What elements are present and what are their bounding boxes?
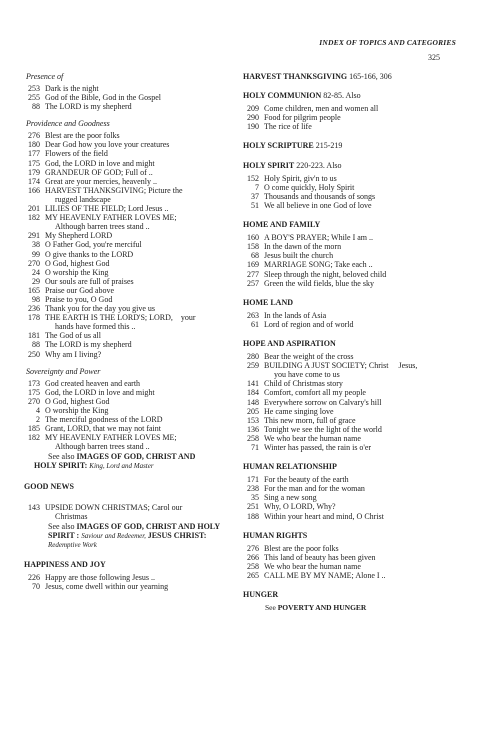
index-entry <box>243 493 458 502</box>
hymn-title: O come quickly, Holy Spirit <box>264 182 355 192</box>
hymn-number: 174 <box>28 176 40 186</box>
hymn-title: Dear God how you love your creatures <box>45 140 170 150</box>
index-entry <box>243 475 458 484</box>
index-entry <box>243 398 458 407</box>
hymn-title: BUILDING A JUST SOCIETY; Christ Jesus, <box>264 361 418 371</box>
hymn-number: 61 <box>251 319 259 329</box>
hymn-number: 88 <box>32 102 40 112</box>
index-entry <box>24 186 236 195</box>
heading-holy-scripture: HOLY SCRIPTURE 215-219 <box>243 141 343 151</box>
index-entry <box>243 251 458 260</box>
hymn-title: We who bear the human name <box>264 561 361 571</box>
index-entry <box>243 484 458 493</box>
hymn-number: 179 <box>28 167 40 177</box>
index-entry <box>243 174 458 183</box>
index-entry <box>243 233 458 242</box>
hymn-title: CALL ME BY MY NAME; Alone I .. <box>264 571 386 581</box>
hymn-number: 35 <box>251 493 259 503</box>
hymn-number: 276 <box>28 131 40 141</box>
see-note: See POVERTY AND HUNGER <box>265 603 367 613</box>
page-number: 325 <box>428 53 440 62</box>
hymn-number: 2 <box>36 415 40 424</box>
index-entry <box>24 304 236 313</box>
hymn-title: In the dawn of the morn <box>264 242 342 252</box>
index-entry <box>243 320 458 329</box>
hymn-title: O Father God, you're merciful <box>45 240 142 250</box>
hymn-number: 238 <box>247 484 259 494</box>
hymn-number: 276 <box>247 543 259 553</box>
hymn-title: Dark is the night <box>45 84 99 93</box>
hymn-title: THE EARTH IS THE LORD'S; LORD, your <box>45 313 196 323</box>
hymn-title: This new morn, full of grace <box>264 415 356 425</box>
hymn-title: Blest are the poor folks <box>45 131 120 141</box>
see-also-note-continued: HOLY SPIRIT: King, Lord and Master <box>34 461 154 471</box>
hymn-number: 251 <box>247 502 259 512</box>
hymn-number: 165 <box>28 285 40 295</box>
hymn-title: We all believe in one God of love <box>264 200 372 210</box>
hymn-title: Sleep through the night, beloved child <box>264 269 387 279</box>
hymn-number: 250 <box>28 349 40 359</box>
hymn-number: 226 <box>28 573 40 583</box>
hymn-number: 4 <box>36 405 40 415</box>
index-entry <box>24 388 236 397</box>
hymn-title: Jesus, come dwell within our yearning <box>45 582 169 592</box>
subheading-sovereignty-power: Sovereignty and Power <box>26 366 101 376</box>
heading-happiness-joy: HAPPINESS AND JOY <box>24 560 106 570</box>
heading-home-land: HOME LAND <box>243 297 293 307</box>
index-entry <box>243 201 458 210</box>
index-entry <box>243 571 458 580</box>
hymn-title: MY HEAVENLY FATHER LOVES ME; <box>45 213 177 223</box>
hymn-title: Thank you for the day you give us <box>45 304 155 314</box>
hymn-number: 258 <box>247 433 259 443</box>
index-entry <box>243 407 458 416</box>
hymn-title: Within your heart and mind, O Christ <box>264 511 384 521</box>
hymn-title: This land of beauty has been given <box>264 552 376 562</box>
see-also-note-continued: Redemptive Work <box>48 541 97 550</box>
heading-human-rights: HUMAN RIGHTS <box>243 530 308 540</box>
hymn-number: 166 <box>28 185 40 195</box>
index-entry <box>243 553 458 562</box>
hymn-title: Comfort, comfort all my people <box>264 388 366 398</box>
hymn-title: O God, highest God <box>45 258 110 268</box>
heading-hunger: HUNGER <box>243 590 279 600</box>
hymn-number: 38 <box>32 240 40 250</box>
hymn-title: The LORD is my shepherd <box>45 340 132 350</box>
hymn-number: 141 <box>247 379 259 389</box>
hymn-number: 188 <box>247 511 259 521</box>
hymn-number: 209 <box>247 104 259 114</box>
index-entry <box>24 177 236 186</box>
hymn-number: 280 <box>247 352 259 362</box>
hymn-title: HARVEST THANKSGIVING; Picture the <box>45 185 183 195</box>
hymn-title: Child of Christmas story <box>264 379 343 389</box>
hymn-number: 37 <box>251 191 259 201</box>
hymn-title: MARRIAGE SONG; Take each .. <box>264 260 373 270</box>
hymn-number: 257 <box>247 278 259 288</box>
heading-holy-communion: HOLY COMMUNION 82-85. Also <box>243 91 361 101</box>
hymn-number: 88 <box>32 340 40 350</box>
index-entry <box>24 379 236 388</box>
running-head: INDEX OF TOPICS AND CATEGORIES <box>319 38 456 47</box>
hymn-number: 270 <box>28 258 40 268</box>
heading-holy-spirit: HOLY SPIRIT 220-223. Also <box>243 160 342 170</box>
index-entry <box>243 416 458 425</box>
hymn-title-continued: you have come to us <box>274 370 340 380</box>
hymn-title-continued: Although barren trees stand .. <box>55 442 150 452</box>
index-entry <box>243 443 458 452</box>
hymn-number: 184 <box>247 388 259 398</box>
hymn-number: 148 <box>247 397 259 407</box>
hymn-title: Tonight we see the light of the world <box>264 424 382 434</box>
hymn-title: Winter has passed, the rain is o'er <box>264 443 372 452</box>
subheading-presence-of: Presence of <box>26 72 64 81</box>
hymn-title: MY HEAVENLY FATHER LOVES ME; <box>45 433 177 443</box>
hymn-title: Jesus built the church <box>264 251 334 261</box>
hymn-title: God, the LORD in love and might <box>45 387 155 397</box>
subheading-providence-goodness: Providence and Goodness <box>26 119 110 129</box>
index-entry <box>24 350 236 359</box>
hymn-number: 180 <box>28 140 40 150</box>
hymn-title: God of the Bible, God in the Gospel <box>45 93 161 103</box>
index-entry <box>24 573 236 582</box>
hymn-number: 70 <box>32 582 40 592</box>
index-entry <box>243 388 458 397</box>
index-entry <box>24 313 236 322</box>
hymn-title: O God, highest God <box>45 396 110 406</box>
hymn-number: 291 <box>28 231 40 241</box>
hymn-title: The rice of life <box>264 122 312 132</box>
hymn-title: Lord of region and of world <box>264 319 354 329</box>
hymn-number: 7 <box>255 182 259 192</box>
hymn-title: Praise our God above <box>45 285 115 295</box>
index-entry <box>24 140 236 149</box>
hymn-title: The LORD is my shepherd <box>45 102 132 112</box>
hymn-number: 182 <box>28 433 40 443</box>
hymn-number: 185 <box>28 424 40 434</box>
hymn-title: My Shepherd LORD <box>45 231 113 241</box>
hymn-title: Great are your mercies, heavenly .. <box>45 176 157 186</box>
hymn-number: 177 <box>28 149 40 159</box>
index-entry <box>243 425 458 434</box>
hymn-title: Why am I living? <box>45 349 102 359</box>
hymn-number: 253 <box>28 84 40 93</box>
index-entry <box>24 84 236 93</box>
index-entry <box>24 268 236 277</box>
hymn-title: Bear the weight of the cross <box>264 352 354 362</box>
right-column <box>243 72 458 612</box>
hymn-title: Food for pilgrim people <box>264 113 341 123</box>
see-also-note: See also IMAGES OF GOD, CHRIST AND <box>48 452 196 462</box>
hymn-number: 158 <box>247 242 259 252</box>
hymn-title: O worship the King <box>45 267 109 277</box>
hymn-title: Flowers of the field <box>45 149 108 159</box>
index-entry <box>243 311 458 320</box>
index-entry <box>24 204 236 213</box>
index-entry <box>24 277 236 286</box>
hymn-number: 255 <box>28 93 40 103</box>
hymn-number: 160 <box>247 233 259 243</box>
hymn-number: 201 <box>28 204 40 214</box>
hymn-number: 153 <box>247 415 259 425</box>
index-entry <box>24 397 236 406</box>
hymn-title: In the lands of Asia <box>264 310 327 320</box>
heading-home-family: HOME AND FAMILY <box>243 220 321 230</box>
hymn-title: We who bear the human name <box>264 433 361 443</box>
hymn-title: Grant, LORD, that we may not faint <box>45 424 161 434</box>
index-entry <box>24 240 236 249</box>
index-entry <box>24 406 236 415</box>
heading-human-relationship: HUMAN RELATIONSHIP <box>243 462 337 472</box>
index-entry <box>243 379 458 388</box>
hymn-number: 259 <box>247 361 259 371</box>
index-entry <box>243 260 458 269</box>
hymn-title: GRANDEUR OF GOD; Full of .. <box>45 167 153 177</box>
hymn-number: 205 <box>247 406 259 416</box>
hymn-number: 175 <box>28 387 40 397</box>
hymn-title: Everywhere sorrow on Calvary's hill <box>264 397 382 407</box>
hymn-number: 169 <box>247 260 259 270</box>
hymn-number: 143 <box>28 502 40 512</box>
index-entry <box>24 433 236 442</box>
hymn-title: A BOY'S PRAYER; While I am .. <box>264 233 374 243</box>
index-entry <box>24 231 236 240</box>
hymn-title: Sing a new song <box>264 493 317 503</box>
hymn-number: 175 <box>28 158 40 168</box>
hymn-title: The God of us all <box>45 331 101 341</box>
hymn-title: LILIES OF THE FIELD; Lord Jesus .. <box>45 204 169 214</box>
index-entry <box>243 512 458 521</box>
index-entry <box>243 270 458 279</box>
index-entry <box>243 113 458 122</box>
index-entry <box>243 122 458 131</box>
hymn-title: O give thanks to the LORD <box>45 249 134 259</box>
index-entry <box>24 340 236 349</box>
index-entry <box>24 424 236 433</box>
hymn-title: God created heaven and earth <box>45 378 141 388</box>
see-also-note-continued: SPIRIT : Saviour and Redeemer, JESUS CHRIST: <box>48 530 207 540</box>
index-entry <box>243 361 458 370</box>
heading-good-news: GOOD NEWS <box>24 481 75 491</box>
hymn-title: Happy are those following Jesus .. <box>45 573 155 583</box>
hymn-number: 190 <box>247 122 259 132</box>
hymn-title: Praise to you, O God <box>45 294 113 304</box>
heading-hope-aspiration: HOPE AND ASPIRATION <box>243 338 336 348</box>
index-entry <box>24 93 236 102</box>
hymn-number: 51 <box>251 200 259 210</box>
hymn-number: 265 <box>247 571 259 581</box>
hymn-title: Come children, men and women all <box>264 104 379 114</box>
index-entry <box>243 279 458 288</box>
hymn-number: 270 <box>28 396 40 406</box>
hymn-number: 68 <box>251 251 259 261</box>
index-entry <box>24 582 236 591</box>
index-entry <box>24 295 236 304</box>
hymn-title-continued: Although barren trees stand .. <box>55 222 150 232</box>
hymn-number: 29 <box>32 276 40 286</box>
index-entry <box>243 502 458 511</box>
hymn-number: 236 <box>28 304 40 314</box>
index-entry <box>24 331 236 340</box>
hymn-number: 266 <box>247 552 259 562</box>
index-entry <box>24 250 236 259</box>
index-entry <box>24 159 236 168</box>
index-entry <box>24 149 236 158</box>
index-entry <box>24 102 236 111</box>
hymn-number: 98 <box>32 294 40 304</box>
index-entry <box>24 168 236 177</box>
hymn-title: He came singing love <box>264 406 334 416</box>
index-entry <box>243 192 458 201</box>
hymn-number: 173 <box>28 378 40 388</box>
hymn-number: 24 <box>32 267 40 277</box>
hymn-number: 152 <box>247 173 259 183</box>
hymn-title: UPSIDE DOWN CHRISTMAS; Carol our <box>45 502 183 512</box>
index-entry <box>243 562 458 571</box>
hymn-title: O worship the King <box>45 405 109 415</box>
hymn-title: Blest are the poor folks <box>264 543 339 553</box>
index-entry <box>243 104 458 113</box>
hymn-number: 71 <box>251 443 259 452</box>
hymn-title: Holy Spirit, giv'n to us <box>264 173 337 183</box>
hymn-number: 178 <box>28 313 40 323</box>
hymn-number: 290 <box>247 113 259 123</box>
see-also-note: See also IMAGES OF GOD, CHRIST AND HOLY <box>48 521 221 531</box>
hymn-number: 181 <box>28 331 40 341</box>
hymn-title-continued: hands have formed this .. <box>55 322 136 332</box>
hymn-title: Why, O LORD, Why? <box>264 502 336 512</box>
hymn-number: 263 <box>247 310 259 320</box>
hymn-title: Green the wild fields, blue the sky <box>264 278 374 288</box>
index-entry <box>243 242 458 251</box>
hymn-number: 182 <box>28 213 40 223</box>
hymn-title: Our souls are full of praises <box>45 276 134 286</box>
index-entry <box>243 352 458 361</box>
index-entry <box>243 544 458 553</box>
hymn-title: The merciful goodness of the LORD <box>45 415 163 424</box>
hymn-number: 171 <box>247 475 259 485</box>
index-entry <box>243 183 458 192</box>
hymn-number: 277 <box>247 269 259 279</box>
hymn-title: Thousands and thousands of songs <box>264 191 376 201</box>
index-entry <box>24 503 236 512</box>
index-entry <box>24 286 236 295</box>
index-entry <box>24 259 236 268</box>
index-entry <box>24 415 236 424</box>
heading-harvest-thanksgiving: HARVEST THANKSGIVING 165-166, 306 <box>243 72 392 81</box>
index-entry <box>24 131 236 140</box>
index-entry <box>24 213 236 222</box>
hymn-number: 136 <box>247 424 259 434</box>
hymn-title-continued: rugged landscape <box>55 194 111 204</box>
hymn-title: For the man and for the woman <box>264 484 365 494</box>
hymn-number: 258 <box>247 561 259 571</box>
index-entry <box>243 434 458 443</box>
hymn-number: 99 <box>32 249 40 259</box>
left-column <box>24 72 236 591</box>
hymn-title-continued: Christmas <box>55 511 88 521</box>
hymn-title: For the beauty of the earth <box>264 475 349 485</box>
hymn-title: God, the LORD in love and might <box>45 158 155 168</box>
